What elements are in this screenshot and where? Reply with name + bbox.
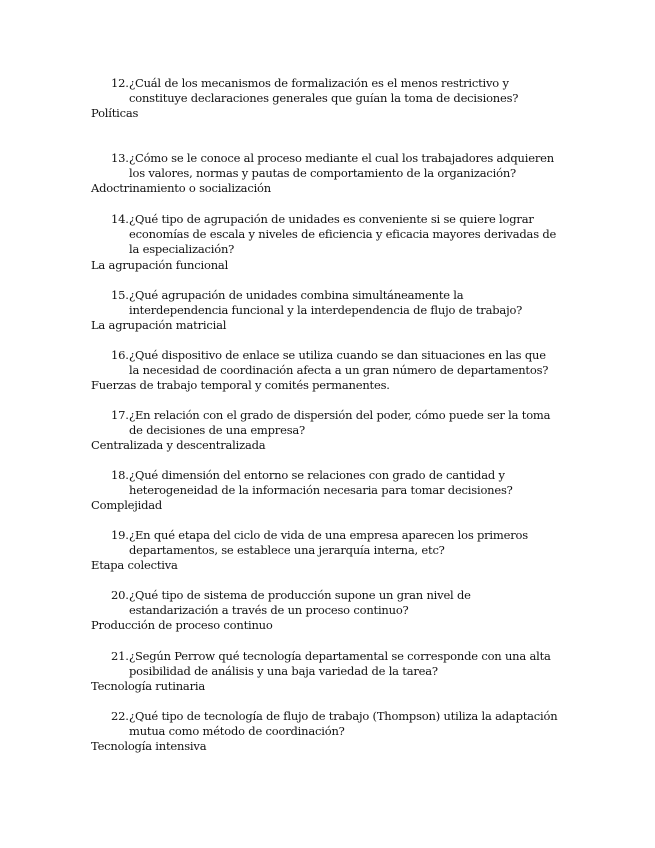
question-text: ¿Qué agrupación de unidades combina simultáneamente la interdependencia funcional y la interdependencia de flujo de trabajo? (129, 288, 523, 318)
qa-item-22 (0, 709, 655, 755)
question-number: 16. (111, 348, 129, 362)
question (0, 588, 559, 618)
question-number: 14. (111, 212, 129, 226)
question-text: ¿Qué dimensión del entorno se relaciones con grado de cantidad y heterogeneidad de la información necesaria para tomar decisiones? (129, 468, 513, 498)
question-number: 21. (111, 649, 129, 663)
question-text: ¿Qué dispositivo de enlace se utiliza cuando se dan situaciones en las que la necesidad de coordinación afecta a un gran número de departamentos? (129, 348, 549, 378)
answer: Tecnología intensiva (91, 739, 207, 754)
answer: Etapa colectiva (91, 558, 178, 573)
qa-item-16 (0, 348, 655, 394)
question-text: ¿Cómo se le conoce al proceso mediante el cual los trabajadores adquieren los valores, normas y pautas de comportamiento de la organización? (129, 151, 554, 181)
question-text: ¿Qué tipo de sistema de producción supone un gran nivel de estandarización a través de un proceso continuo? (129, 588, 471, 618)
question-text: ¿Qué tipo de tecnología de flujo de trabajo (Thompson) utiliza la adaptación mutua como método de coordinación? (129, 709, 558, 739)
question (0, 151, 559, 181)
answer: Políticas (91, 106, 139, 121)
qa-item-13 (0, 151, 655, 197)
question (0, 212, 559, 258)
question-number: 12. (111, 76, 129, 90)
question-number: 20. (111, 588, 129, 602)
answer: Complejidad (91, 498, 163, 513)
question (0, 408, 559, 438)
question-text: ¿En relación con el grado de dispersión del poder, cómo puede ser la toma de decisiones de una empresa? (129, 408, 551, 438)
qa-item-19 (0, 528, 655, 574)
question (0, 528, 559, 558)
question (0, 709, 559, 739)
question-number: 18. (111, 468, 129, 482)
question-number: 19. (111, 528, 129, 542)
qa-item-12 (0, 76, 655, 122)
qa-item-21 (0, 649, 655, 695)
qa-item-18 (0, 468, 655, 514)
qa-item-17 (0, 408, 655, 454)
answer: La agrupación funcional (91, 257, 229, 272)
question-number: 17. (111, 408, 129, 422)
question-text: ¿Cuál de los mecanismos de formalización es el menos restrictivo y constituye declaraciones generales que guían la toma de decisiones? (129, 76, 519, 106)
question-text: ¿Qué tipo de agrupación de unidades es conveniente si se quiere lograr economías de escala y niveles de eficiencia y eficacia mayores derivadas de la especialización? (129, 212, 557, 257)
answer: Fuerzas de trabajo temporal y comités permanentes. (91, 378, 390, 393)
qa-item-15 (0, 288, 655, 334)
question (0, 348, 559, 378)
answer: Tecnología rutinaria (91, 679, 206, 694)
question-text: ¿En qué etapa del ciclo de vida de una empresa aparecen los primeros departamentos, se establece una jerarquía interna, etc? (129, 528, 528, 558)
qa-item-20 (0, 588, 655, 634)
answer: Centralizada y descentralizada (91, 438, 266, 453)
answer: La agrupación matricial (91, 318, 227, 333)
answer: Adoctrinamiento o socialización (91, 181, 271, 196)
question-number: 13. (111, 151, 129, 165)
answer: Producción de proceso continuo (91, 618, 273, 633)
question (0, 76, 559, 106)
question (0, 649, 559, 679)
question (0, 288, 559, 318)
qa-item-14 (0, 212, 655, 273)
question-text: ¿Según Perrow qué tecnología departamental se corresponde con una alta posibilidad de análisis y una baja variedad de la tarea? (129, 649, 551, 679)
question (0, 468, 559, 498)
question-number: 15. (111, 288, 129, 302)
question-number: 22. (111, 709, 129, 723)
